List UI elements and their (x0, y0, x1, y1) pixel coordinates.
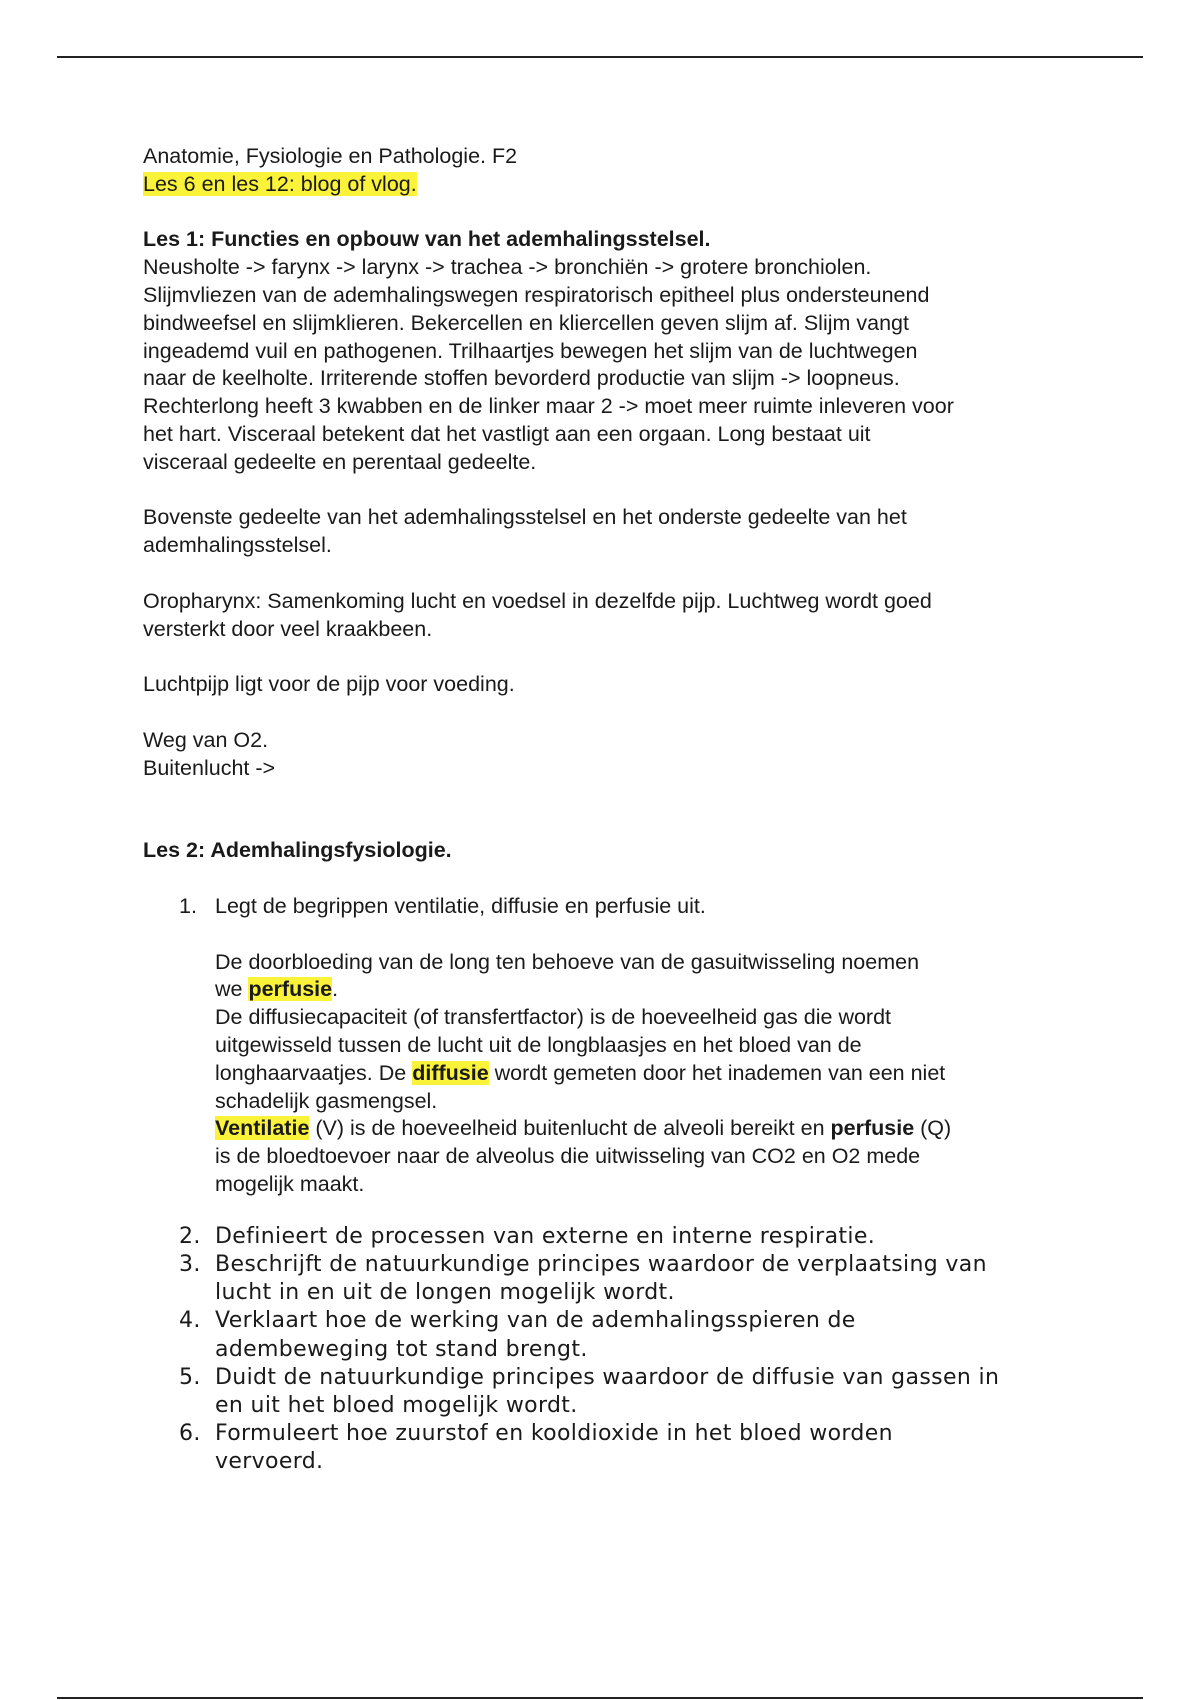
list-number: 1. (179, 893, 197, 918)
paragraph-line: het hart. Visceraal betekent dat het vastligt aan een orgaan. Long bestaat uit (143, 421, 871, 446)
paragraph-line: Neusholte -> farynx -> larynx -> trachea -> bronchiën -> grotere bronchiolen. (143, 255, 872, 280)
paragraph-line: Slijmvliezen van de ademhalingswegen respiratorisch epitheel plus ondersteunend (143, 282, 930, 307)
text-fragment: wordt gemeten door het inademen van een niet (488, 1060, 946, 1085)
les1-paragraph-oropharynx (143, 588, 1103, 644)
highlight-perfusie: perfusie (248, 977, 333, 1002)
course-title: Anatomie, Fysiologie en Pathologie. F2 (143, 144, 518, 168)
text-fragment: longhaarvaatjes. De (215, 1060, 413, 1085)
paragraph-line: schadelijk gasmengsel. (215, 1088, 438, 1113)
list-item (143, 1420, 1103, 1476)
list-item-text: Legt de begrippen ventilatie, diffusie en perfusie uit. (215, 893, 706, 918)
list-item (143, 893, 1103, 921)
les1-paragraph-upper-lower (143, 504, 1103, 560)
highlight-ventilatie: Ventilatie (215, 1116, 310, 1141)
text-fragment: . (332, 977, 339, 1002)
bottom-rule (57, 1697, 1143, 1699)
les2-heading: Les 2: Ademhalingsfysiologie. (143, 838, 452, 863)
list-number: 6. (179, 1421, 201, 1447)
paragraph-line: mogelijk maakt. (215, 1171, 365, 1196)
paragraph-line: naar de keelholte. Irriterende stoffen bevorderd productie van slijm -> loopneus. (143, 366, 900, 391)
paragraph-line: visceraal gedeelte en perentaal gedeelte. (143, 449, 537, 474)
text-fragment: (Q) (914, 1116, 952, 1141)
bold-perfusie: perfusie (830, 1116, 915, 1141)
list-item-text: Verklaart hoe de werking van de ademhalingsspieren de (215, 1308, 856, 1334)
paragraph-line: Weg van O2. (143, 727, 269, 752)
paragraph-line: bindweefsel en slijmklieren. Bekercellen en kliercellen geven slijm af. Slijm vangt (143, 310, 909, 335)
les2-objectives-list-continued (143, 1223, 1103, 1477)
list-item-text: Definieert de processen van externe en interne respiratie. (215, 1223, 876, 1249)
paragraph-line: Buitenlucht -> (143, 755, 276, 780)
list-item-text: lucht in en uit de longen mogelijk wordt. (215, 1280, 675, 1306)
list-item (143, 1307, 1103, 1363)
highlight-note: Les 6 en les 12: blog of vlog. (143, 171, 417, 196)
top-rule (57, 56, 1143, 58)
paragraph-line: ademhalingsstelsel. (143, 533, 332, 558)
list-item-text: Formuleert hoe zuurstof en kooldioxide in het bloed worden (215, 1421, 893, 1447)
item1-explanation (143, 949, 1103, 1199)
paragraph-line: ingeademd vuil en pathogenen. Trilhaartjes bewegen het slijm van de luchtwegen (143, 338, 918, 363)
list-item-text: adembeweging tot stand brengt. (215, 1336, 588, 1362)
paragraph-line: Rechterlong heeft 3 kwabben en de linker maar 2 -> moet meer ruimte inleveren voor (143, 394, 954, 419)
paragraph-line: De diffusiecapaciteit (of transfertfactor) is de hoeveelheid gas die wordt (215, 1005, 892, 1030)
paragraph-line: Bovenste gedeelte van het ademhalingsstelsel en het onderste gedeelte van het (143, 505, 907, 530)
les1-heading: Les 1: Functies en opbouw van het ademhalingsstelsel. (143, 227, 711, 252)
list-item-text: Beschrijft de natuurkundige principes waardoor de verplaatsing van (215, 1251, 987, 1277)
les1-paragraph-o2 (143, 727, 1103, 783)
les1-paragraph (143, 254, 1103, 476)
paragraph-line: De doorbloeding van de long ten behoeve van de gasuitwisseling noemen (215, 949, 920, 974)
list-item (143, 1364, 1103, 1420)
list-item (143, 1223, 1103, 1251)
list-item (143, 1251, 1103, 1307)
list-number: 4. (179, 1308, 201, 1334)
list-number: 2. (179, 1223, 201, 1249)
list-item-text: vervoerd. (215, 1449, 324, 1475)
les2-objectives-list (143, 893, 1103, 921)
list-item-text: Duidt de natuurkundige principes waardoor de diffusie van gassen in (215, 1364, 1000, 1390)
highlight-diffusie: diffusie (412, 1060, 489, 1085)
les1-paragraph-luchtpijp: Luchtpijp ligt voor de pijp voor voeding. (143, 672, 515, 697)
list-number: 3. (179, 1251, 201, 1277)
text-fragment: (V) is de hoeveelheid buitenlucht de alveoli bereikt en (309, 1116, 831, 1141)
paragraph-line: is de bloedtoevoer naar de alveolus die uitwisseling van CO2 en O2 mede (215, 1144, 921, 1169)
paragraph-line: uitgewisseld tussen de lucht uit de longblaasjes en het bloed van de (215, 1032, 862, 1057)
paragraph-line: versterkt door veel kraakbeen. (143, 616, 433, 641)
text-fragment: we (215, 977, 249, 1002)
paragraph-line: Oropharynx: Samenkoming lucht en voedsel in dezelfde pijp. Luchtweg wordt goed (143, 588, 932, 613)
list-item-text: en uit het bloed mogelijk wordt. (215, 1392, 578, 1418)
list-number: 5. (179, 1364, 201, 1390)
document-body (143, 143, 1103, 1477)
